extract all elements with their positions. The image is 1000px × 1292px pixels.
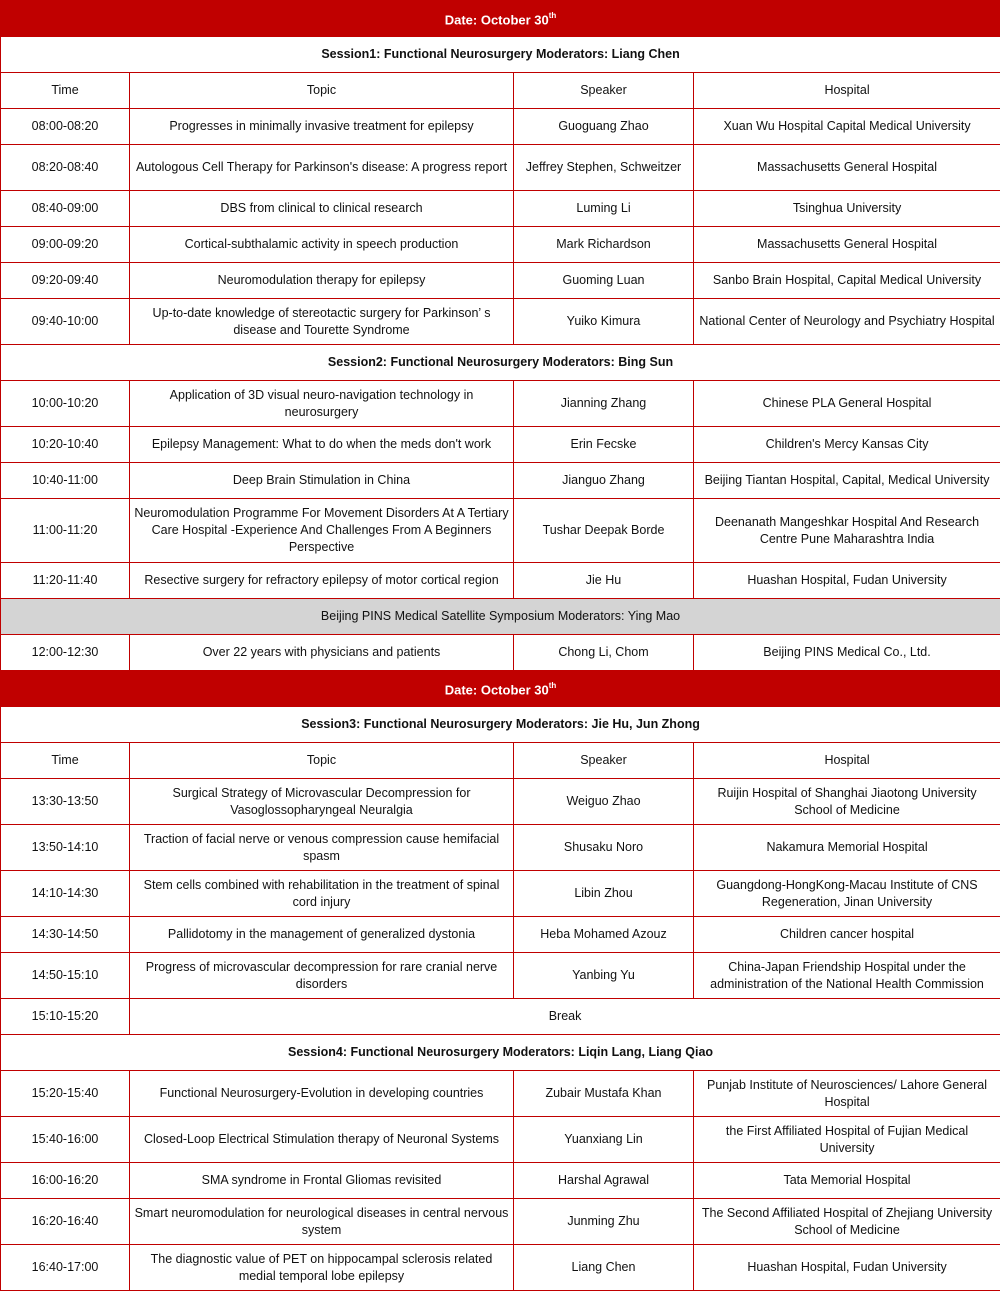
table-row	[1, 825, 1000, 871]
speaker-cell: Shusaku Noro	[514, 825, 694, 871]
speaker-cell: Jeffrey Stephen, Schweitzer	[514, 145, 694, 191]
column-header-hospital: Hospital	[694, 73, 1000, 109]
topic-cell: Over 22 years with physicians and patients	[130, 635, 514, 671]
topic-cell: SMA syndrome in Frontal Gliomas revisited	[130, 1163, 514, 1199]
time-cell: 10:20-10:40	[1, 427, 130, 463]
hospital-cell: Huashan Hospital, Fudan University	[694, 563, 1000, 599]
time-cell: 14:50-15:10	[1, 953, 130, 999]
column-header-row	[1, 743, 1000, 779]
topic-cell: Cortical-subthalamic activity in speech production	[130, 227, 514, 263]
time-cell: 10:00-10:20	[1, 381, 130, 427]
hospital-cell: National Center of Neurology and Psychiatry Hospital	[694, 299, 1000, 345]
table-row	[1, 779, 1000, 825]
speaker-cell: Junming Zhu	[514, 1199, 694, 1245]
topic-cell: Progress of microvascular decompression for rare cranial nerve disorders	[130, 953, 514, 999]
date-suffix: th	[548, 11, 557, 21]
session-title: Session3: Functional Neurosurgery Moderators: Jie Hu, Jun Zhong	[1, 707, 1000, 743]
session-title: Session2: Functional Neurosurgery Moderators: Bing Sun	[1, 345, 1000, 381]
time-cell: 08:00-08:20	[1, 109, 130, 145]
topic-cell: DBS from clinical to clinical research	[130, 191, 514, 227]
time-cell: 09:00-09:20	[1, 227, 130, 263]
speaker-cell: Tushar Deepak Borde	[514, 499, 694, 563]
topic-cell: Stem cells combined with rehabilitation in the treatment of spinal cord injury	[130, 871, 514, 917]
time-cell: 10:40-11:00	[1, 463, 130, 499]
topic-cell: Epilepsy Management: What to do when the meds don't work	[130, 427, 514, 463]
speaker-cell: Mark Richardson	[514, 227, 694, 263]
topic-cell: Closed-Loop Electrical Stimulation therapy of Neuronal Systems	[130, 1117, 514, 1163]
speaker-cell: Yanbing Yu	[514, 953, 694, 999]
topic-cell: Pallidotomy in the management of generalized dystonia	[130, 917, 514, 953]
speaker-cell: Jie Hu	[514, 563, 694, 599]
topic-cell: Application of 3D visual neuro-navigation technology in neurosurgery	[130, 381, 514, 427]
speaker-cell: Jianguo Zhang	[514, 463, 694, 499]
topic-cell: Neuromodulation therapy for epilepsy	[130, 263, 514, 299]
session-header	[1, 707, 1000, 743]
hospital-cell: Children cancer hospital	[694, 917, 1000, 953]
table-row	[1, 427, 1000, 463]
topic-cell: The diagnostic value of PET on hippocampal sclerosis related medial temporal lobe epilepsy	[130, 1245, 514, 1291]
table-row	[1, 109, 1000, 145]
time-cell: 16:20-16:40	[1, 1199, 130, 1245]
column-header-time: Time	[1, 743, 130, 779]
hospital-cell: Deenanath Mangeshkar Hospital And Research Centre Pune Maharashtra India	[694, 499, 1000, 563]
date-banner	[1, 1, 1000, 37]
hospital-cell: Massachusetts General Hospital	[694, 145, 1000, 191]
break-label: Break	[130, 999, 1000, 1035]
time-cell: 13:30-13:50	[1, 779, 130, 825]
table-row	[1, 917, 1000, 953]
session-title: Session1: Functional Neurosurgery Moderators: Liang Chen	[1, 37, 1000, 73]
hospital-cell: The Second Affiliated Hospital of Zhejiang University School of Medicine	[694, 1199, 1000, 1245]
speaker-cell: Erin Fecske	[514, 427, 694, 463]
column-header-topic: Topic	[130, 743, 514, 779]
column-header-topic: Topic	[130, 73, 514, 109]
table-row	[1, 635, 1000, 671]
table-row	[1, 299, 1000, 345]
table-row	[1, 1199, 1000, 1245]
table-row	[1, 563, 1000, 599]
topic-cell: Smart neuromodulation for neurological diseases in central nervous system	[130, 1199, 514, 1245]
speaker-cell: Libin Zhou	[514, 871, 694, 917]
table-row	[1, 1071, 1000, 1117]
column-header-speaker: Speaker	[514, 73, 694, 109]
hospital-cell: the First Affiliated Hospital of Fujian Medical University	[694, 1117, 1000, 1163]
hospital-cell: Sanbo Brain Hospital, Capital Medical University	[694, 263, 1000, 299]
speaker-cell: Luming Li	[514, 191, 694, 227]
topic-cell: Up-to-date knowledge of stereotactic surgery for Parkinson’ s disease and Tourette Syndrome	[130, 299, 514, 345]
topic-cell: Progresses in minimally invasive treatment for epilepsy	[130, 109, 514, 145]
time-cell: 08:40-09:00	[1, 191, 130, 227]
speaker-cell: Jianning Zhang	[514, 381, 694, 427]
hospital-cell: China-Japan Friendship Hospital under the administration of the National Health Commission	[694, 953, 1000, 999]
session-header	[1, 37, 1000, 73]
hospital-cell: Massachusetts General Hospital	[694, 227, 1000, 263]
time-cell: 15:20-15:40	[1, 1071, 130, 1117]
topic-cell: Surgical Strategy of Microvascular Decompression for Vasoglossopharyngeal Neuralgia	[130, 779, 514, 825]
time-cell: 11:00-11:20	[1, 499, 130, 563]
topic-cell: Traction of facial nerve or venous compression cause hemifacial spasm	[130, 825, 514, 871]
hospital-cell: Chinese PLA General Hospital	[694, 381, 1000, 427]
hospital-cell: Xuan Wu Hospital Capital Medical University	[694, 109, 1000, 145]
column-header-time: Time	[1, 73, 130, 109]
time-cell: 16:00-16:20	[1, 1163, 130, 1199]
satellite-title: Beijing PINS Medical Satellite Symposium Moderators: Ying Mao	[1, 599, 1000, 635]
topic-cell: Neuromodulation Programme For Movement Disorders At A Tertiary Care Hospital -Experience And Challenges From A Beginners Perspective	[130, 499, 514, 563]
hospital-cell: Tsinghua University	[694, 191, 1000, 227]
column-header-hospital: Hospital	[694, 743, 1000, 779]
speaker-cell: Yuiko Kimura	[514, 299, 694, 345]
time-cell: 08:20-08:40	[1, 145, 130, 191]
session-title: Session4: Functional Neurosurgery Moderators: Liqin Lang, Liang Qiao	[1, 1035, 1000, 1071]
hospital-cell: Beijing Tiantan Hospital, Capital, Medical University	[694, 463, 1000, 499]
time-cell: 14:10-14:30	[1, 871, 130, 917]
table-row	[1, 227, 1000, 263]
speaker-cell: Yuanxiang Lin	[514, 1117, 694, 1163]
topic-cell: Resective surgery for refractory epilepsy of motor cortical region	[130, 563, 514, 599]
table-row	[1, 871, 1000, 917]
time-cell: 13:50-14:10	[1, 825, 130, 871]
hospital-cell: Guangdong-HongKong-Macau Institute of CNS Regeneration, Jinan University	[694, 871, 1000, 917]
time-cell: 11:20-11:40	[1, 563, 130, 599]
column-header-row	[1, 73, 1000, 109]
time-cell: 16:40-17:00	[1, 1245, 130, 1291]
break-row	[1, 999, 1000, 1035]
table-row	[1, 191, 1000, 227]
hospital-cell: Children's Mercy Kansas City	[694, 427, 1000, 463]
column-header-speaker: Speaker	[514, 743, 694, 779]
time-cell: 15:40-16:00	[1, 1117, 130, 1163]
table-row	[1, 145, 1000, 191]
session-header	[1, 345, 1000, 381]
time-cell: 09:40-10:00	[1, 299, 130, 345]
time-cell: 12:00-12:30	[1, 635, 130, 671]
table-row	[1, 1163, 1000, 1199]
topic-cell: Autologous Cell Therapy for Parkinson's disease: A progress report	[130, 145, 514, 191]
speaker-cell: Guoming Luan	[514, 263, 694, 299]
hospital-cell: Beijing PINS Medical Co., Ltd.	[694, 635, 1000, 671]
hospital-cell: Nakamura Memorial Hospital	[694, 825, 1000, 871]
topic-cell: Functional Neurosurgery-Evolution in developing countries	[130, 1071, 514, 1117]
time-cell: 14:30-14:50	[1, 917, 130, 953]
table-row	[1, 463, 1000, 499]
speaker-cell: Liang Chen	[514, 1245, 694, 1291]
table-row	[1, 381, 1000, 427]
time-cell: 15:10-15:20	[1, 999, 130, 1035]
speaker-cell: Guoguang Zhao	[514, 109, 694, 145]
hospital-cell: Huashan Hospital, Fudan University	[694, 1245, 1000, 1291]
speaker-cell: Harshal Agrawal	[514, 1163, 694, 1199]
time-cell: 09:20-09:40	[1, 263, 130, 299]
table-row	[1, 953, 1000, 999]
hospital-cell: Tata Memorial Hospital	[694, 1163, 1000, 1199]
speaker-cell: Weiguo Zhao	[514, 779, 694, 825]
table-row	[1, 1245, 1000, 1291]
table-row	[1, 1117, 1000, 1163]
hospital-cell: Punjab Institute of Neurosciences/ Lahore General Hospital	[694, 1071, 1000, 1117]
speaker-cell: Zubair Mustafa Khan	[514, 1071, 694, 1117]
date-banner	[1, 671, 1000, 707]
date-label: Date: October 30	[444, 682, 549, 698]
satellite-header	[1, 599, 1000, 635]
date-suffix: th	[548, 681, 557, 691]
date-label: Date: October 30	[444, 12, 549, 28]
table-row	[1, 263, 1000, 299]
table-row	[1, 499, 1000, 563]
session-header	[1, 1035, 1000, 1071]
hospital-cell: Ruijin Hospital of Shanghai Jiaotong University School of Medicine	[694, 779, 1000, 825]
speaker-cell: Chong Li, Chom	[514, 635, 694, 671]
topic-cell: Deep Brain Stimulation in China	[130, 463, 514, 499]
speaker-cell: Heba Mohamed Azouz	[514, 917, 694, 953]
